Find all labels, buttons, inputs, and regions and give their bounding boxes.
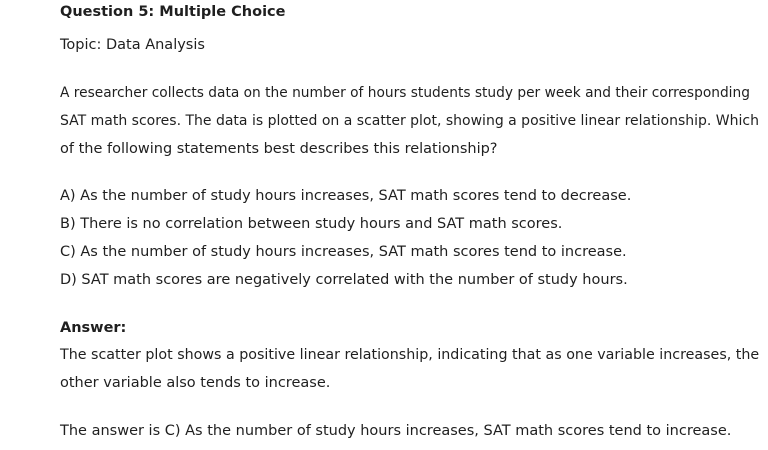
option-b: B) There is no correlation between study hours and SAT math scores. xyxy=(60,216,563,232)
option-a: A) As the number of study hours increases, SAT math scores tend to decrease. xyxy=(60,188,632,204)
prompt-line: of the following statements best describes this relationship? xyxy=(60,141,498,157)
explanation-line: other variable also tends to increase. xyxy=(60,375,331,391)
prompt-line: SAT math scores. The data is plotted on a scatter plot, showing a positive linear relationship. Which xyxy=(60,113,759,129)
explanation-line: The scatter plot shows a positive linear relationship, indicating that as one variable increases, the xyxy=(60,347,760,363)
answer-label: Answer: xyxy=(60,320,127,336)
question-heading: Question 5: Multiple Choice xyxy=(60,4,286,20)
topic-label: Topic: Data Analysis xyxy=(60,37,205,53)
answer-conclusion: The answer is C) As the number of study hours increases, SAT math scores tend to increase. xyxy=(60,423,732,439)
prompt-line: A researcher collects data on the number of hours students study per week and their corresponding xyxy=(60,85,750,101)
option-c: C) As the number of study hours increases, SAT math scores tend to increase. xyxy=(60,244,627,260)
option-d: D) SAT math scores are negatively correlated with the number of study hours. xyxy=(60,272,628,288)
